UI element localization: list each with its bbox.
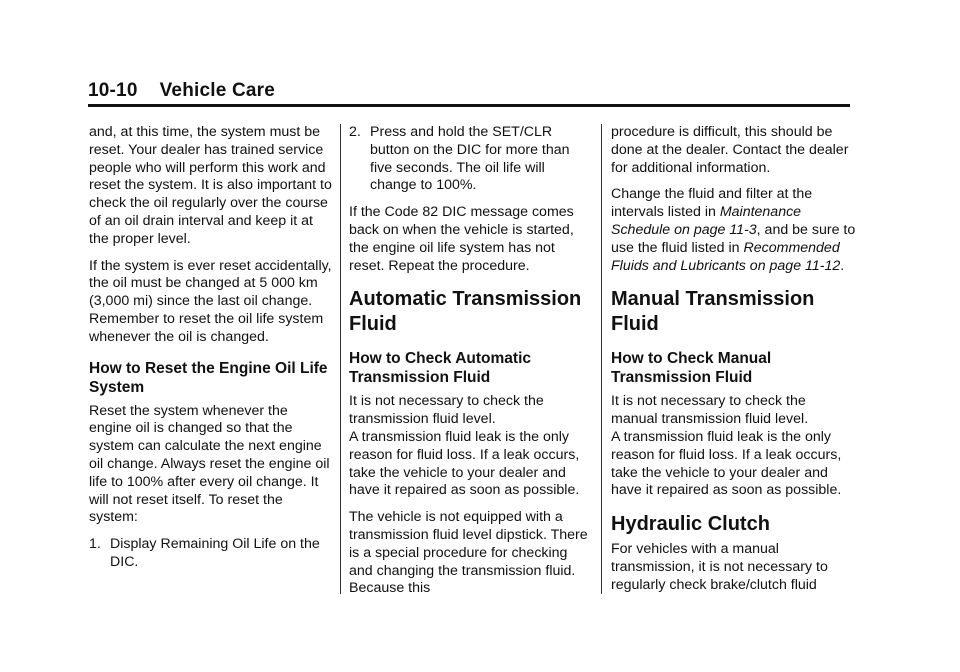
step-text: Press and hold the SET/CLR button on the DIC for more than five seconds. The oil life will change to 100%. (370, 124, 570, 194)
heading-manual-transmission-fluid: Manual Transmission Fluid (611, 288, 815, 336)
column-divider (601, 124, 602, 594)
heading-hydraulic-clutch: Hydraulic Clutch (611, 513, 770, 536)
subheading-reset-oil-life: How to Reset the Engine Oil Life System (89, 359, 328, 396)
paragraph: If the system is ever reset accidentally, the oil must be changed at 5 000 km (3,000 mi) since the last oil change. Remember to reset the oil life system whenever the oil is changed. (89, 257, 332, 345)
paragraph (349, 393, 594, 500)
step-number: 2. (349, 124, 361, 140)
subheading-check-automatic: How to Check Automatic Transmission Fluid (349, 350, 531, 387)
cross-reference-maintenance-schedule[interactable]: Maintenance Schedule on page 11-3 (611, 204, 802, 238)
paragraph: For vehicles with a manual transmission, it is not necessary to regularly check brake/clutch fluid (611, 541, 828, 593)
list-item-step-2 (349, 124, 594, 195)
list-item-step-1 (89, 536, 334, 572)
paragraph: Reset the system whenever the engine oil is changed so that the system can calculate the next engine oil change. Always reset the engine oil life to 100% after every oil change. It will not reset itself. To reset the system: (89, 402, 330, 526)
column-3 (611, 124, 856, 604)
text-run: . (840, 257, 845, 274)
heading-automatic-transmission-fluid: Automatic Transmission Fluid (349, 288, 582, 336)
page-number: 10-10 (88, 80, 138, 101)
paragraph-line: A transmission fluid leak is the only reason for fluid loss. If a leak occurs, take the vehicle to your dealer and have it repaired as soon as possible. (611, 428, 842, 499)
section-title: Vehicle Care (159, 80, 276, 101)
paragraph: If the Code 82 DIC message comes back on when the vehicle is started, the engine oil life system has not reset. Repeat the procedure. (349, 204, 574, 274)
column-1 (89, 124, 334, 581)
step-number: 1. (89, 536, 101, 553)
paragraph: and, at this time, the system must be reset. Your dealer has trained service people who will perform this work and reset the system. It is also important to check the oil regularly over the course of an oil drain interval and keep it at the proper level. (89, 124, 332, 247)
subheading-check-manual: How to Check Manual Transmission Fluid (611, 350, 772, 387)
paragraph-line: A transmission fluid leak is the only reason for fluid loss. If a leak occurs, take the vehicle to your dealer and have it repaired as soon as possible. (349, 428, 580, 499)
paragraph (611, 186, 856, 275)
column-2 (349, 124, 594, 607)
paragraph: procedure is difficult, this should be done at the dealer. Contact the dealer for additional information. (611, 124, 849, 176)
cross-reference-recommended-fluids[interactable]: Recommended Fluids and Lubricants on page 11-12 (611, 239, 841, 274)
text-run: , and be sure to use the fluid listed in (611, 221, 856, 256)
text-run: Change the fluid and filter at the intervals listed in (611, 186, 813, 221)
paragraph-line: It is not necessary to check the manual transmission fluid level. (611, 393, 809, 428)
column-divider (340, 124, 341, 594)
page-header (88, 80, 275, 102)
paragraph (611, 393, 856, 500)
paragraph-line: It is not necessary to check the transmission fluid level. (349, 393, 544, 428)
step-text: Display Remaining Oil Life on the DIC. (110, 536, 320, 570)
paragraph: The vehicle is not equipped with a transmission fluid level dipstick. There is a special procedure for checking and changing the transmission fluid. Because this (349, 509, 588, 597)
header-rule (88, 104, 850, 107)
